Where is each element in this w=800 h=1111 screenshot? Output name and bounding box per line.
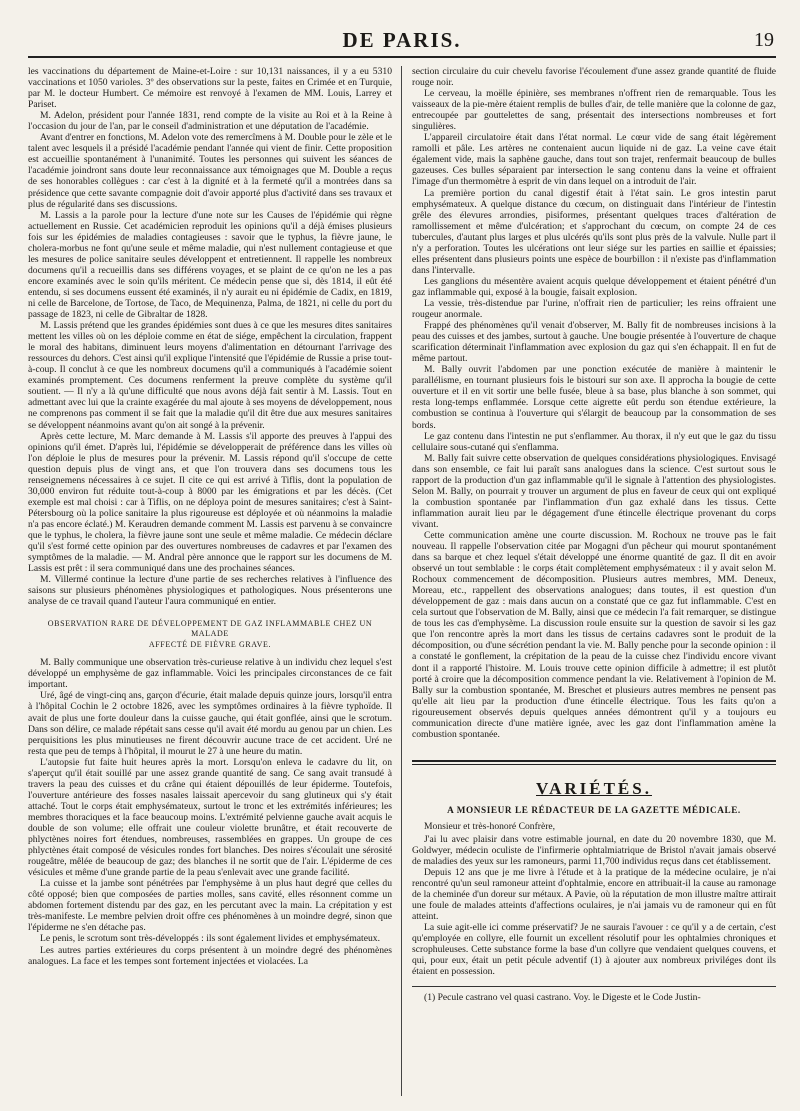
paragraph: La première portion du canal digestif était à l'état sain. Le gros intestin parut emphysémateux. A quelque distance du cœcum, on distinguait dans l'intérieur de l'intestin grêle des élevures arrondies, pisiformes, présentant quelques traces d'altération de ramollissement et même d'ulcération; et s'approchant du cœcum, on compte 24 de ces tubercules, d'autant plus larges et plus ulcérés qu'ils sont plus près de la valvule. Nulle part il n'y a perforation. Toutes les ulcérations ont leur siége sur les parties en saillie et épaissies; elles présentent dans plusieurs points une espèce de bourbillon : il n'existe pas d'inflammation dans l'intervalle. — [412, 187, 776, 276]
paragraph: L'appareil circulatoire était dans l'état normal. Le cœur vide de sang était légèrement ramolli et pâle. Les artères ne contenaient aucun liquide ni de gaz. La veine cave était également vide, mais la saphène gauche, dans tout son trajet, renfermait beaucoup de bulles gazeuses. Ces bulles séparaient par intersection le sang contenu dans la veine et offraient l'image d'un thermomètre à esprit de vin dans lequel on a introduit de l'air. — [412, 132, 776, 188]
observation-heading-line2: AFFECTÉ DE FIÈVRE GRAVE. — [148, 640, 272, 650]
paragraph: Depuis 12 ans que je me livre à l'étude et à la pratique de la médecine oculaire, je n'ai rencontré qu'un seul ramoneur atteint d'ophtalmie, encore en attribuait-il la cause au ramonage de la cheminée d'un doreur sur métaux. A Pavie, où la réputation de mon illustre maître attirait une foule de malades atteints d'affections oculaires, je n'ai jamais vu de ramoneur qui en fût atteint. — [412, 867, 776, 923]
running-head — [28, 26, 776, 58]
paragraph: Uré, âgé de vingt-cinq ans, garçon d'écurie, était malade depuis quinze jours, lorsqu'il entra à l'hôpital Cochin le 2 octobre 1826, avec les symptômes ordinaires à la fièvre typhoïde. Il avait de plus une forte douleur dans la cuisse gauche, qui était gonflée, ainsi que le scrotum. Dans son délire, ce malade répétait sans cesse qu'il avait été mordu au genou par un chien. Les perquisitions les plus minutieuses ne firent découvrir aucune trace de cet accident. Uré ne resta que peu de temps à l'hôpital, il mourut le 27 à une heure du matin. — [28, 690, 392, 757]
paragraph: L'autopsie fut faite huit heures après la mort. Lorsqu'on enleva le cadavre du lit, on s'aperçut qu'il était souillé par une assez grande quantité de sang. Ce sang avait transudé à travers la peau des cuisses et du crâne qui étaient dépouillés de leur épiderme. Toutefois, l'ouverture antérieure des fosses nasales laissait apercevoir du sang glutineux qui s'y était attaché. Tout le corps était emphysémateux, surtout le tronc et les extrémités inférieures; les membres thoraciques et la face beaucoup moins. L'extrémité pelvienne gauche avait acquis le double de son volume; elle offrait une couleur violette brunâtre, et était recouverte de phlyctènes noires fort étendues, nombreuses, rassemblées en grappes. Un groupe de ces phlyctènes était composé de vésicules rondes fort blanches. Des noires s'écoulait une sérosité rougeâtre, mêlée de beaucoup de gaz; des blanches il ne sortit que de l'air. L'épiderme de ces vésicules et même d'une grande partie de la peau s'enlevait avec une grande facilité. — [28, 756, 392, 879]
paragraph: La suie agit-elle ici comme préservatif? Je ne saurais l'avouer : ce qu'il y a de certain, c'est qu'employée en collyre, elle fournit un excellent résolutif pour les ophtalmies chroniques et scrophuleuses. Cette substance forme la base d'un collyre que vendaient quelques couvens, et qui, pour eux, était un petit pécule adventif (1) à ajouter aux nombreux priviléges dont ils étaient en possession. — [412, 922, 776, 978]
paragraph: Frappé des phénomènes qu'il venait d'observer, M. Bally fit de nombreuses incisions à la peau des cuisses et des jambes, surtout à gauche. Une bougie présentée à l'ouverture de chaque scarification déterminait l'inflammation avec explosion du gaz qui s'en échappait. Il en fut de même partout. — [412, 320, 776, 365]
paragraph: M. Villermé continue la lecture d'une partie de ses recherches relatives à l'influence des saisons sur plusieurs phénomènes physiologiques et pathologiques. Nous présenterons une analyse de ce travail quand l'auteur l'aura communiqué en entier. — [28, 574, 392, 608]
paragraph: M. Bally fait suivre cette observation de quelques considérations physiologiques. Envisagé dans son ensemble, ce fait lui paraît sans analogues dans la science. C'est surtout sous le rapport de la production d'un gaz inflammable qu'il le signale à l'attention des physiologistes. Selon M. Bally, on pourrait y trouver un argument de plus en faveur de ceux qui ont expliqué la combustion spontanée par l'inflammation d'un gaz exhalé dans les tissus. Cette inflammation aurait lieu par le dégagement d'une étincelle électrique provenant du corps vivant. — [412, 452, 776, 530]
paragraph: J'ai lu avec plaisir dans votre estimable journal, en date du 20 novembre 1830, que M. Goldwyer, médecin oculiste de l'infirmerie ophtalmiatrique de Bristol n'avait jamais observé de maladies des yeux sur les ramoneurs, parmi 11,700 individus reçus dans cet établissement. — [412, 833, 776, 867]
paragraph: M. Lassis a la parole pour la lecture d'une note sur les Causes de l'épidémie qui règne actuellement en Russie. Cet académicien reproduit les opinions qu'il a déjà émises plusieurs fois sur les épidémies de maladies contagieuses : savoir que le typhus, la fièvre jaune, le cholera-morbus ne font qu'une seule et même maladie, qui n'est nullement contagieuse et que les mesures de police sanitaire seules développent et entretiennent. Il rappelle les nombreux documens qu'il a recueillis dans ses différens voyages, et se plaint de ce qu'on ne les a pas encore examinés avec le soin qu'ils méritent. Ce médecin pense que si, dès 1814, il eût été entendu, si ses documens eussent été examinés, il n'y aurait eu ni épidémie de Cadix, en 1819, ni celle de Barcelone, de Tortose, de Taco, de Mequinenza, Palma, de 1821, ni celle du port du passage de 1823, ni celle de Gibraltar de 1828. — [28, 209, 392, 321]
footnote-divider — [412, 986, 776, 987]
page-number: 19 — [754, 29, 774, 51]
letter-heading: A MONSIEUR LE RÉDACTEUR DE LA GAZETTE MÉDICALE. — [447, 804, 741, 815]
section-divider — [412, 760, 776, 765]
paragraph: M. Lassis prétend que les grandes épidémies sont dues à ce que les mesures dites sanitaires mettent les villes où on les déploie comme en état de siége, empêchent la circulation, frappent le moral des habitans, diminuent leurs moyens d'alimentation en détournant l'arrivage des ressources du dehors. C'est ainsi qu'il explique l'intensité que l'épidémie de Russie a prise tout-à-coup. Il conclut à ce que les nombreux documens qu'il a communiqués à l'académie soient examinés promptement. Ces documens renferment la preuve complète du système qu'il soutient. — Il n'y a là qu'une difficulté que nous avons déjà fait sentir à M. Lassis. Tout en admettant avec lui que la crainte exagérée du mal ajoute à ses moyens de développement, nous ne comprenons pas comment il se fait que la maladie qu'il dit être due aux mesures sanitaires se développent néanmoins avant qu'on ait songé à la prévenir. — [28, 320, 392, 431]
right-column — [412, 66, 776, 1096]
paragraph: Les ganglions du mésentère avaient acquis quelque développement et étaient pénétré d'un gaz inflammable qui, exposé à la bougie, faisait explosion. — [412, 275, 776, 298]
paragraph: M. Bally communique une observation très-curieuse relative à un individu chez lequel s'est développé un emphysème de gaz inflammable. Voici les principales circonstances de ce fait important. — [28, 657, 392, 691]
page-header-title: DE PARIS. — [342, 28, 462, 52]
paragraph: Le gaz contenu dans l'intestin ne put s'enflammer. Au thorax, il n'y eut que le gaz du tissu cellulaire sous-cutané qui s'enflamma. — [412, 430, 776, 453]
paragraph: La cuisse et la jambe sont pénétrées par l'emphysème à un plus haut degré que celles du côté opposé; bien que composées de parties molles, sans cavité, elles résonnent comme un abdomen fortement distendu par des gaz, en les percutant avec la main. La crépitation y est très-manifeste. Le membre pelvien droit offre ces phénomènes à un moindre degré, sinon que l'épiderme ne s'en détache pas. — [28, 878, 392, 934]
paragraph: Après cette lecture, M. Marc demande à M. Lassis s'il apporte des preuves à l'appui des opinions qu'il émet. D'après lui, l'épidémie se développerait de préférence dans les villes où l'on déploie le plus de mesures pour la prévenir. M. Lassis répond qu'il s'occupe de cette question depuis plus de vingt ans, et que l'on trouvera dans ses documens tous les renseignemens nécessaires à ce sujet. Il cite ce qui est arrivé à Tiflis, dont la population de 30,000 environ fut réduite tout-à-coup à 8000 par les émigrations et par les décès. (Cet exemple est mal choisi : car à Tiflis, on ne déploya point de mesures sanitaires; c'est à Saint-Pétersbourg où la police sanitaire la plus rigoureuse est déployée et où néanmoins la maladie n'a pas encore éclaté.) M. Keraudren demande comment M. Lassis est parvenu à se convaincre que le typhus, le cholera, la fièvre jaune sont une seule et même maladie. Ce médecin déclare qu'il s'est formé cette opinion par des ouvertures nombreuses de cadavres et par l'examen des symptômes de la maladie. — M. Andral père annonce que le rapport sur les documens de M. Lassis est prêt : il sera communiqué dans une des prochaines séances. — [28, 430, 392, 575]
text-columns — [28, 66, 776, 1096]
column-divider — [401, 66, 402, 1096]
letter-salutation: Monsieur et très-honoré Confrère, — [424, 820, 556, 832]
varietes-title-text: VARIÉTÉS. — [536, 778, 652, 798]
paragraph: Le penis, le scrotum sont très-développés : ils sont également livides et emphysémateux. — [40, 933, 380, 945]
newspaper-page — [28, 26, 776, 1096]
paragraph: Avant d'entrer en fonctions, M. Adelon vote des remercîmens à M. Double pour le zèle et le talent avec lesquels il a présidé l'académie pendant l'année qui vient de finir. Cette proposition est accueillie spontanément à l'unanimité. Toutes les personnes qui suivent les séances de l'académie joindront sans doute leur reconnaissance aux témoignages que M. Double a reçus de ses honorables collègues : car c'est à la dignité et à la fermeté qu'il a montrées dans sa présidence que cette savante compagnie doit d'avoir apporté plus d'activité dans ses travaux et plus de régularité dans ses discussions. — [28, 132, 392, 210]
footnote: (1) Pecule castrano vel quasi castrano. Voy. le Digeste et le Code Justin- — [424, 991, 701, 1003]
paragraph: Les autres parties extérieures du corps présentent à un moindre degré des phénomènes analogues. La face et les tempes sont fortement injectées et violacées. La — [28, 944, 392, 967]
paragraph: Le cerveau, la moëlle épinière, ses membranes n'offrent rien de remarquable. Tous les vaisseaux de la pie-mère étaient remplis de bulles d'air, de telle manière que la colonne de gaz, entrecoupée par gouttelettes de sang, présentait des intersections nombreuses et fort singulières. — [412, 88, 776, 133]
paragraph: M. Bally ouvrit l'abdomen par une ponction exécutée de manière à maintenir le parallélisme, en tournant plusieurs fois le bistouri sur son axe. Il approcha la bougie de cette ouverture et il en vit sortir une belle fusée, bleue à sa base, plus blanche à son sommet, qui resta long-temps enflammée. Lorsque cette aigrette eût perdu son étendue extérieure, la combustion se continua à l'ouverture qui s'élargit de beaucoup par la consommation de ses bords. — [412, 364, 776, 431]
paragraph: La vessie, très-distendue par l'urine, n'offrait rien de particulier; les reins offraient une rougeur anormale. — [412, 297, 776, 321]
observation-heading: OBSERVATION RARE DE DÉVELOPPEMENT DE GAZ INFLAMMABLE CHEZ UN MALADE — [47, 619, 373, 639]
left-column — [28, 66, 392, 1096]
paragraph: les vaccinations du département de Maine-et-Loire : sur 10,131 naissances, il y a eu 5310 vaccinations et 1050 varioles. 3º des observations sur la peste, faites en Crimée et en Turquie, par M. le docteur Humbert. Ce mémoire est renvoyé à l'examen de MM. Louis, Larrey et Pariset. — [28, 66, 392, 111]
paragraph: section circulaire du cuir chevelu favorise l'écoulement d'une assez grande quantité de fluide rouge noir. — [412, 66, 776, 89]
paragraph: M. Adelon, président pour l'année 1831, rend compte de la visite au Roi et à la Reine à l'occasion du jour de l'an, par le conseil d'administration et une députation de l'académie. — [28, 110, 392, 133]
varietes-section-title — [412, 779, 776, 799]
paragraph: Cette communication amène une courte discussion. M. Rochoux ne trouve pas le fait nouveau. Il rappelle l'observation citée par Mogagni d'un pêcheur qui mourut spontanément dans sa barque et chez lequel s'était développé une énorme quantité de gaz. Il dit en avoir observé un tout semblable : le corps était complètement emphysémateux : il y avait selon M. Rochoux commencement de décomposition. Plusieurs autres membres, MM. Deneux, Moreau, etc., rappellent des observations analogues; dans toutes, il est question d'un développement de gaz : mais dans aucun on a constaté que ce gaz fut inflammable. C'est en cela surtout que l'observation de M. Bally, ainsi que ce médecin l'a fait remarquer, se distingue de tous les cas d'emphysème. La discussion roule ensuite sur la question de savoir si les gaz que l'on rencontre après la mort dans les tissus de certains cadavres sont le produit de la décomposition, ou d'une sécrétion pendant la vie. M. Bally penche pour la seconde opinion : il a constaté le gonflement, la crépitation de la peau de la cuisse chez l'individu encore vivant dont il a rapporté l'histoire. M. Louis trouve cette opinion difficile à admettre; il est plutôt porté à croire que la décomposition commence pendant la vie. Relativement à l'opinion de M. Bally sur la combustion spontanée, M. Breschet et plusieurs autres membres ne pensent pas qu'elle ait lieu par la production d'une étincelle électrique. Tous les faits qu'on a rigoureusement observés depuis quelques années démontrent qu'il y a toujours eu communication directe d'une matière ignée, avec les gaz dont l'inflammation amène la combustion spontanée. — [412, 529, 776, 740]
